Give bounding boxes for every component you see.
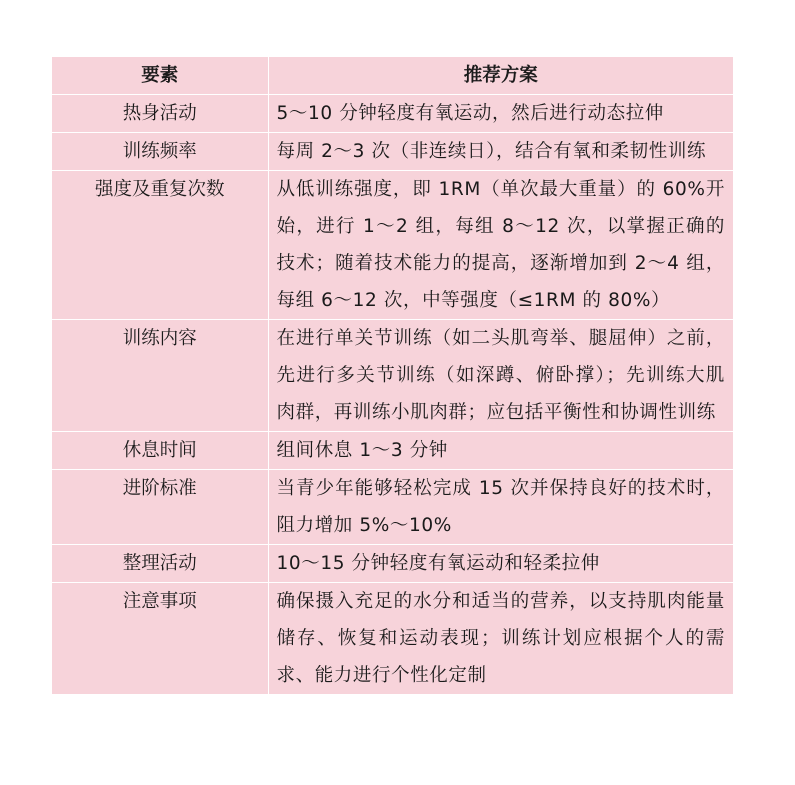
header-key: 要素 <box>52 57 268 95</box>
row-value: 当青少年能够轻松完成 15 次并保持良好的技术时，阻力增加 5%～10% <box>268 470 733 545</box>
recommendation-table-container <box>52 57 733 694</box>
table-row <box>52 95 733 133</box>
table-row <box>52 133 733 171</box>
row-key: 强度及重复次数 <box>52 171 268 320</box>
table-row <box>52 583 733 695</box>
row-value: 组间休息 1～3 分钟 <box>268 432 733 470</box>
row-value: 10～15 分钟轻度有氧运动和轻柔拉伸 <box>268 545 733 583</box>
table-row <box>52 432 733 470</box>
header-value: 推荐方案 <box>268 57 733 95</box>
row-value: 在进行单关节训练（如二头肌弯举、腿屈伸）之前，先进行多关节训练（如深蹲、俯卧撑）；先训练大肌肉群，再训练小肌肉群；应包括平衡性和协调性训练 <box>268 320 733 432</box>
row-value: 确保摄入充足的水分和适当的营养，以支持肌肉能量储存、恢复和运动表现；训练计划应根据个人的需求、能力进行个性化定制 <box>276 591 725 686</box>
recommendation-table <box>52 57 733 694</box>
row-key: 休息时间 <box>52 432 268 470</box>
table-header-row <box>52 57 733 95</box>
row-key: 热身活动 <box>52 95 268 133</box>
row-value: 从低训练强度，即 1RM（单次最大重量）的 60%开始，进行 1～2 组，每组 8～12 次，以掌握正确的技术；随着技术能力的提高，逐渐增加到 2～4 组，每组 6～12 次，中等强度（≤1RM 的 80%） <box>268 171 733 320</box>
table-row <box>52 545 733 583</box>
table-row <box>52 320 733 432</box>
table-row <box>52 171 733 320</box>
row-key: 训练频率 <box>52 133 268 171</box>
row-value: 每周 2～3 次（非连续日），结合有氧和柔韧性训练 <box>268 133 733 171</box>
row-key: 进阶标准 <box>52 470 268 545</box>
table-row <box>52 470 733 545</box>
row-key: 注意事项 <box>52 583 268 695</box>
row-key: 训练内容 <box>52 320 268 432</box>
row-value: 5～10 分钟轻度有氧运动，然后进行动态拉伸 <box>268 95 733 133</box>
row-key: 整理活动 <box>52 545 268 583</box>
